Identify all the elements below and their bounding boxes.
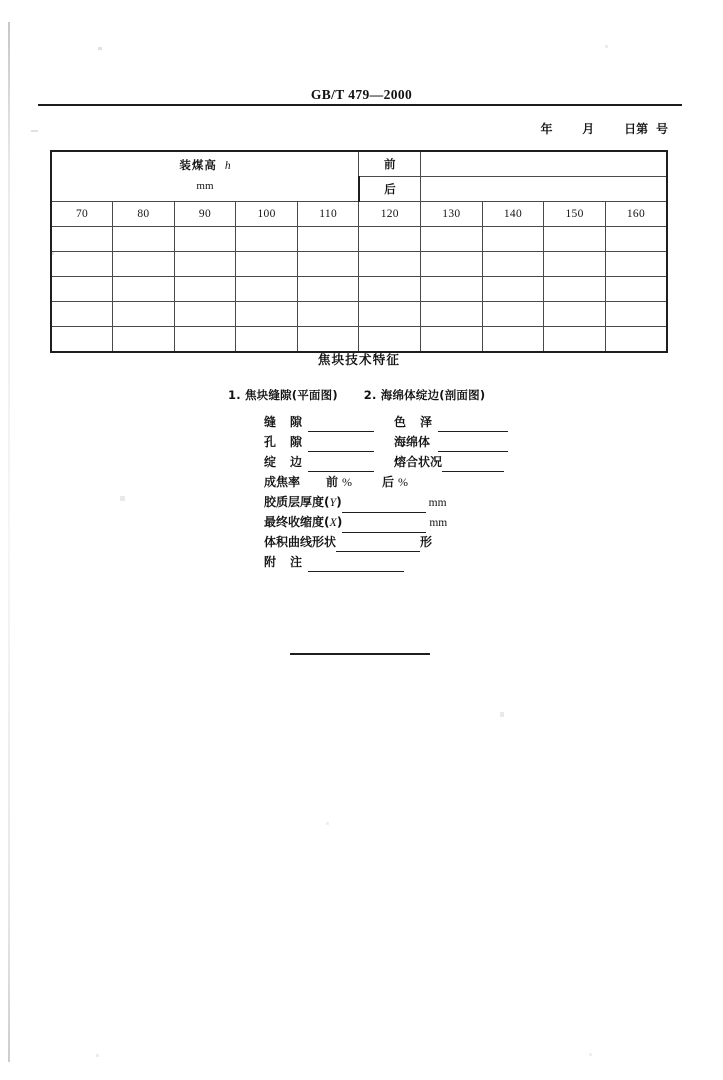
plastic-layer-unit: mm	[428, 497, 447, 509]
coking-rate-back-label: 后	[382, 475, 395, 489]
header-divider-rule	[38, 104, 682, 106]
table-header-variable: h	[224, 160, 231, 173]
table-cell[interactable]	[297, 327, 359, 353]
scan-speck	[326, 822, 329, 825]
split-edge-input[interactable]	[308, 458, 374, 472]
table-cell[interactable]	[605, 252, 667, 277]
table-cell[interactable]	[51, 302, 113, 327]
table-cell[interactable]	[359, 327, 421, 353]
table-cell[interactable]	[51, 327, 113, 353]
table-cell[interactable]	[113, 252, 175, 277]
table-cell[interactable]	[421, 227, 483, 252]
coking-rate-back-percent: %	[398, 475, 409, 489]
table-cell[interactable]	[421, 327, 483, 353]
sponge-body-label: 海绵体	[394, 435, 431, 449]
table-header-unit: mm	[196, 180, 214, 193]
front-blank-cell[interactable]	[421, 151, 667, 177]
figure-caption-row	[228, 387, 485, 403]
date-year-label: 年	[540, 122, 553, 136]
table-header-row-front	[51, 151, 667, 177]
table-cell[interactable]	[359, 227, 421, 252]
scan-speck	[98, 47, 102, 50]
remark-input[interactable]	[308, 558, 404, 572]
table-cell[interactable]	[297, 302, 359, 327]
volume-curve-label: 体积曲线形状	[264, 535, 337, 549]
section-heading: 焦块技术特征	[317, 352, 401, 367]
table-cell[interactable]	[544, 302, 606, 327]
section-end-rule	[290, 653, 430, 655]
sponge-body-input[interactable]	[438, 438, 508, 452]
form-row-plastic-layer	[264, 492, 508, 512]
form-row-final-shrinkage	[264, 512, 508, 532]
table-cell[interactable]	[174, 252, 236, 277]
table-cell[interactable]	[236, 327, 298, 353]
scan-speck	[605, 45, 608, 48]
table-cell[interactable]	[544, 252, 606, 277]
remark-label: 附注	[264, 555, 317, 569]
column-value-cell: 110	[297, 202, 359, 227]
table-cell[interactable]	[544, 227, 606, 252]
coking-rate-front-percent: %	[342, 475, 353, 489]
charging-height-table	[50, 150, 668, 353]
volume-curve-input[interactable]	[336, 538, 420, 552]
plastic-layer-label-end: )	[336, 495, 342, 509]
table-cell[interactable]	[297, 227, 359, 252]
final-shrinkage-unit: mm	[429, 517, 448, 529]
column-value-cell: 120	[359, 202, 421, 227]
table-row	[51, 227, 667, 252]
table-cell[interactable]	[482, 302, 544, 327]
column-value-cell: 140	[482, 202, 544, 227]
standard-header	[0, 86, 723, 104]
table-cell[interactable]	[236, 252, 298, 277]
back-blank-cell[interactable]	[421, 177, 667, 202]
table-cell[interactable]	[359, 277, 421, 302]
fusion-state-input[interactable]	[442, 458, 504, 472]
form-row-volume-curve	[264, 532, 508, 552]
figure-caption-1: 1. 焦块缝隙(平面图)	[228, 388, 338, 402]
table-cell[interactable]	[51, 277, 113, 302]
seam-gap-input[interactable]	[308, 418, 374, 432]
table-cell[interactable]	[482, 227, 544, 252]
table-cell[interactable]	[482, 327, 544, 353]
table-cell[interactable]	[544, 327, 606, 353]
color-input[interactable]	[438, 418, 508, 432]
scan-speck	[120, 496, 125, 501]
scan-speck	[589, 1053, 592, 1056]
pore-input[interactable]	[308, 438, 374, 452]
table-cell[interactable]	[51, 227, 113, 252]
page-edge-shadow	[8, 22, 10, 1062]
scan-speck	[500, 712, 504, 717]
final-shrinkage-variable: X	[329, 515, 337, 529]
table-cell[interactable]	[482, 252, 544, 277]
plastic-layer-label: 胶质层厚度(	[264, 495, 330, 509]
table-cell[interactable]	[236, 227, 298, 252]
table-cell[interactable]	[113, 227, 175, 252]
scan-speck	[96, 1054, 99, 1057]
table-cell[interactable]	[113, 327, 175, 353]
table-cell[interactable]	[421, 302, 483, 327]
form-row-pore-sponge	[264, 432, 508, 452]
table-cell[interactable]	[605, 327, 667, 353]
final-shrinkage-label-end: )	[336, 515, 343, 529]
table-cell[interactable]	[421, 252, 483, 277]
coking-rate-front-label: 前	[326, 475, 339, 489]
column-value-cell: 70	[51, 202, 113, 227]
standard-code: GB/T 479—2000	[310, 87, 413, 102]
column-value-cell: 130	[421, 202, 483, 227]
table-header-title: 装煤高	[179, 160, 217, 173]
table-cell[interactable]	[605, 277, 667, 302]
date-line	[0, 120, 668, 137]
table-cell[interactable]	[113, 302, 175, 327]
table-row	[51, 327, 667, 353]
table-cell[interactable]	[236, 277, 298, 302]
table-cell[interactable]	[236, 302, 298, 327]
table-cell[interactable]	[51, 252, 113, 277]
column-value-cell: 100	[236, 202, 298, 227]
column-value-cell: 90	[174, 202, 236, 227]
table-cell[interactable]	[359, 302, 421, 327]
date-number-suffix-label: 号	[655, 122, 668, 136]
plastic-layer-variable: Y	[329, 495, 337, 509]
table-cell[interactable]	[113, 277, 175, 302]
column-value-cell: 80	[113, 202, 175, 227]
table-cell[interactable]	[421, 277, 483, 302]
table-cell[interactable]	[482, 277, 544, 302]
table-cell[interactable]	[174, 227, 236, 252]
front-label-cell: 前	[359, 151, 421, 177]
table-column-values-row	[51, 202, 667, 227]
table-cell[interactable]	[359, 252, 421, 277]
table-cell[interactable]	[174, 277, 236, 302]
fusion-state-label: 熔合状况	[394, 455, 443, 469]
table-cell[interactable]	[297, 252, 359, 277]
date-day-number-label: 日第	[624, 122, 649, 136]
table-cell[interactable]	[174, 327, 236, 353]
date-month-label: 月	[582, 122, 595, 136]
form-row-seam-color	[264, 412, 508, 432]
column-value-cell: 160	[605, 202, 667, 227]
seam-gap-label: 缝隙	[264, 415, 317, 429]
table-row	[51, 277, 667, 302]
back-label-cell: 后	[359, 177, 421, 202]
split-edge-label: 绽边	[264, 455, 317, 469]
table-header-title-cell	[51, 151, 359, 202]
volume-curve-suffix: 形	[420, 535, 433, 549]
pore-label: 孔隙	[264, 435, 317, 449]
form-row-coking-rate	[264, 472, 508, 492]
table-row	[51, 252, 667, 277]
table-cell[interactable]	[174, 302, 236, 327]
table-row	[51, 302, 667, 327]
color-label: 色泽	[394, 415, 447, 429]
column-value-cell: 150	[544, 202, 606, 227]
table-cell[interactable]	[605, 302, 667, 327]
form-row-remark	[264, 552, 508, 572]
coking-rate-label: 成焦率	[264, 475, 301, 489]
plastic-layer-input[interactable]	[342, 499, 426, 513]
final-shrinkage-label: 最终收缩度(	[264, 515, 330, 529]
form-row-edge-fusion	[264, 452, 508, 472]
coke-characteristics-form	[264, 412, 508, 572]
final-shrinkage-input[interactable]	[342, 519, 426, 533]
table-cell[interactable]	[605, 227, 667, 252]
table-cell[interactable]	[297, 277, 359, 302]
figure-caption-2: 2. 海绵体绽边(剖面图)	[363, 388, 486, 402]
table-cell[interactable]	[544, 277, 606, 302]
